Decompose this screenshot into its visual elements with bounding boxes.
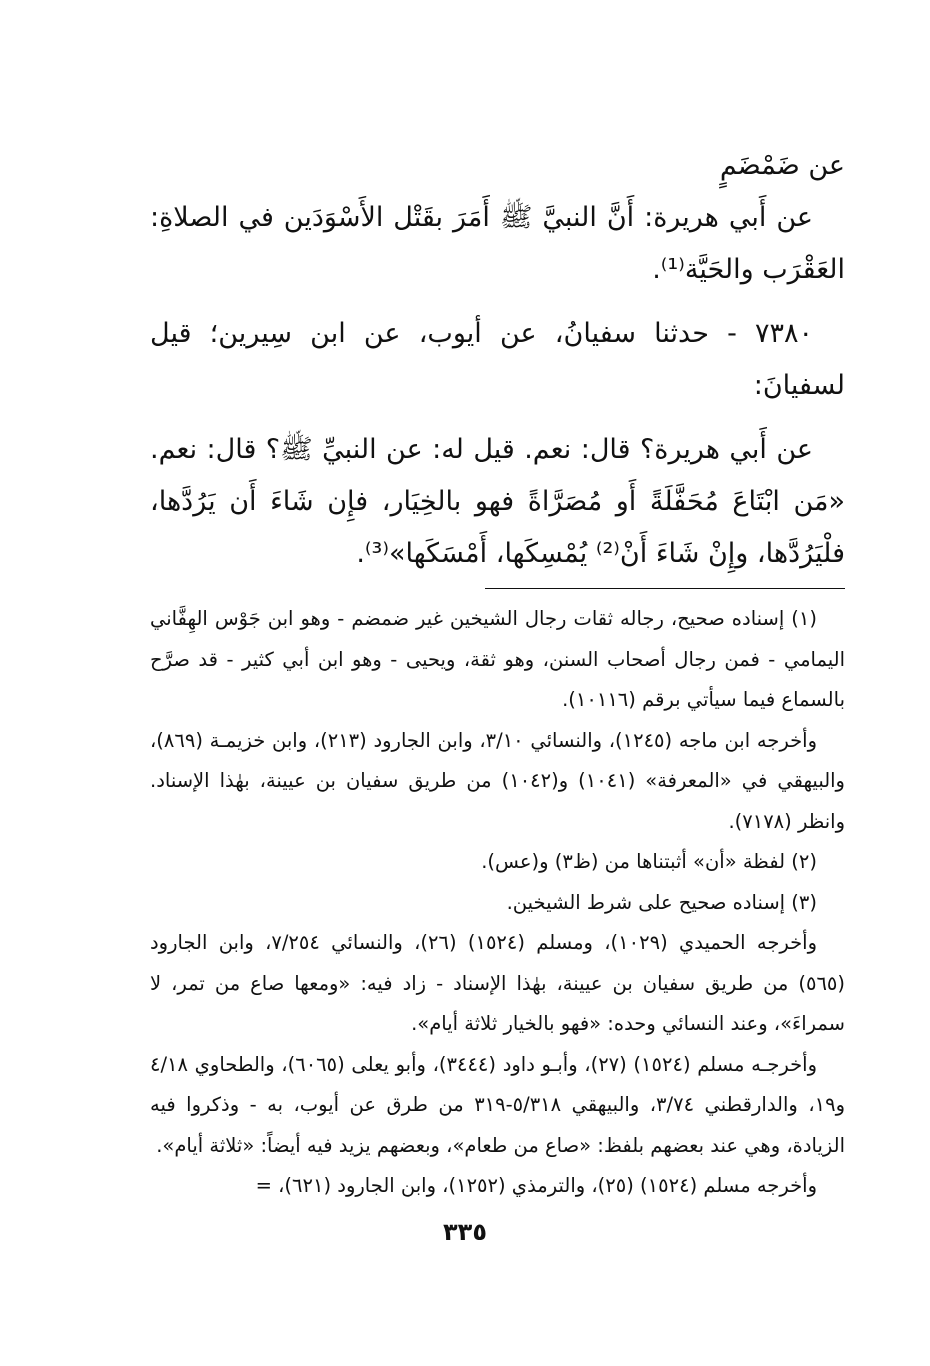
page-number: ٣٣٥ (443, 1218, 487, 1246)
footnote-3: (٣) إسناده صحيح على شرط الشيخين. (506, 890, 817, 914)
main-text (150, 140, 845, 580)
page-content (150, 140, 845, 1207)
footnote-separator-wrap (150, 580, 845, 599)
footnote-1-continued: وأخرجه ابن ماجه (١٢٤٥)، والنسائي ٣/١٠، وابن الجارود (٢١٣)، وابن خزيمـة (٨٦٩)، والبيهقي في «المعرفة» (١٠٤١) و(١٠٤٢) من طريق سفيان بن عيينة، بهٰذا الإسناد. وانظر (٧١٧٨). (150, 728, 845, 833)
footnotes (150, 599, 845, 1207)
main-paragraph-3: ٧٣٨٠ - حدثنا سفيانُ، عن أيوب، عن ابن سِيرين؛ قيل لسفيانَ: (150, 318, 845, 401)
main-paragraph-2: عن أَبي هريرة: أَنَّ النبيَّ ﷺ أَمَرَ بقَتْل الأَسْوَدَين في الصلاةِ: العَقْرَب والحَيَّة⁽¹⁾. (150, 202, 845, 285)
footnote-3-continued-a: وأخرجه الحميدي (١٠٢٩)، ومسلم (١٥٢٤) (٢٦)، والنسائي ٧/٢٥٤، وابن الجارود (٥٦٥) من طريق سفيان بن عيينة، بهٰذا الإسناد - زاد فيه: «ومعها صاع من تمر، لا سمراءَ»، وعند النسائي وحده: «فهو بالخيار ثلاثة أيام». (150, 931, 845, 1035)
footnote-3-continued-c: وأخرجه مسلم (١٥٢٤) (٢٥)، والترمذي (١٢٥٢)، وابن الجارود (٦٢١)، = (255, 1174, 817, 1197)
footnote-2: (٢) لفظة «أن» أثبتناها من (ظ٣) و(عس). (481, 850, 817, 873)
footnote-separator (485, 588, 845, 589)
main-paragraph-4: عن أَبي هريرة؟ قال: نعم. قيل له: عن النبيِّ ﷺ؟ قال: نعم. «مَن ابْتَاعَ مُحَفَّلَةً أَو مُصَرَّاةً فهو بالخِيَار، فإِن شَاءَ أَن يَرُدَّها، فلْيَرُدَّها، وإِنْ شَاءَ أَنْ⁽²⁾ يُمْسِكَها، أَمْسَكَها»⁽³⁾. (150, 434, 845, 569)
footnote-1: (١) إسناده صحيح، رجاله ثقات رجال الشيخين غير ضمضم - وهو ابن جَوْس الهِفَّاني اليمامي - فمن رجال أصحاب السنن، وهو ثقة، ويحيى - وهو ابن أبي كثير - قد صرَّح بالسماع فيما سيأتي برقم (١٠١١٦). (150, 607, 845, 711)
main-paragraph-1: عن ضَمْضَمٍ (719, 150, 845, 181)
footnote-3-continued-b: وأخرجـه مسلم (١٥٢٤) (٢٧)، وأبـو داود (٣٤٤٤)، وأبو يعلى (٦٠٦٥)، والطحاوي ٤/١٨ و١٩، والدارقطني ٣/٧٤، والبيهقي ٥/٣١٨-٣١٩ من طرق عن أيوب، به - وذكروا فيه الزيادة، وهي عند بعضهم بلفظ: «صاع من طعام»، وبعضهم يزيد فيه أيضاً: «ثلاثة أيام». (150, 1052, 845, 1157)
